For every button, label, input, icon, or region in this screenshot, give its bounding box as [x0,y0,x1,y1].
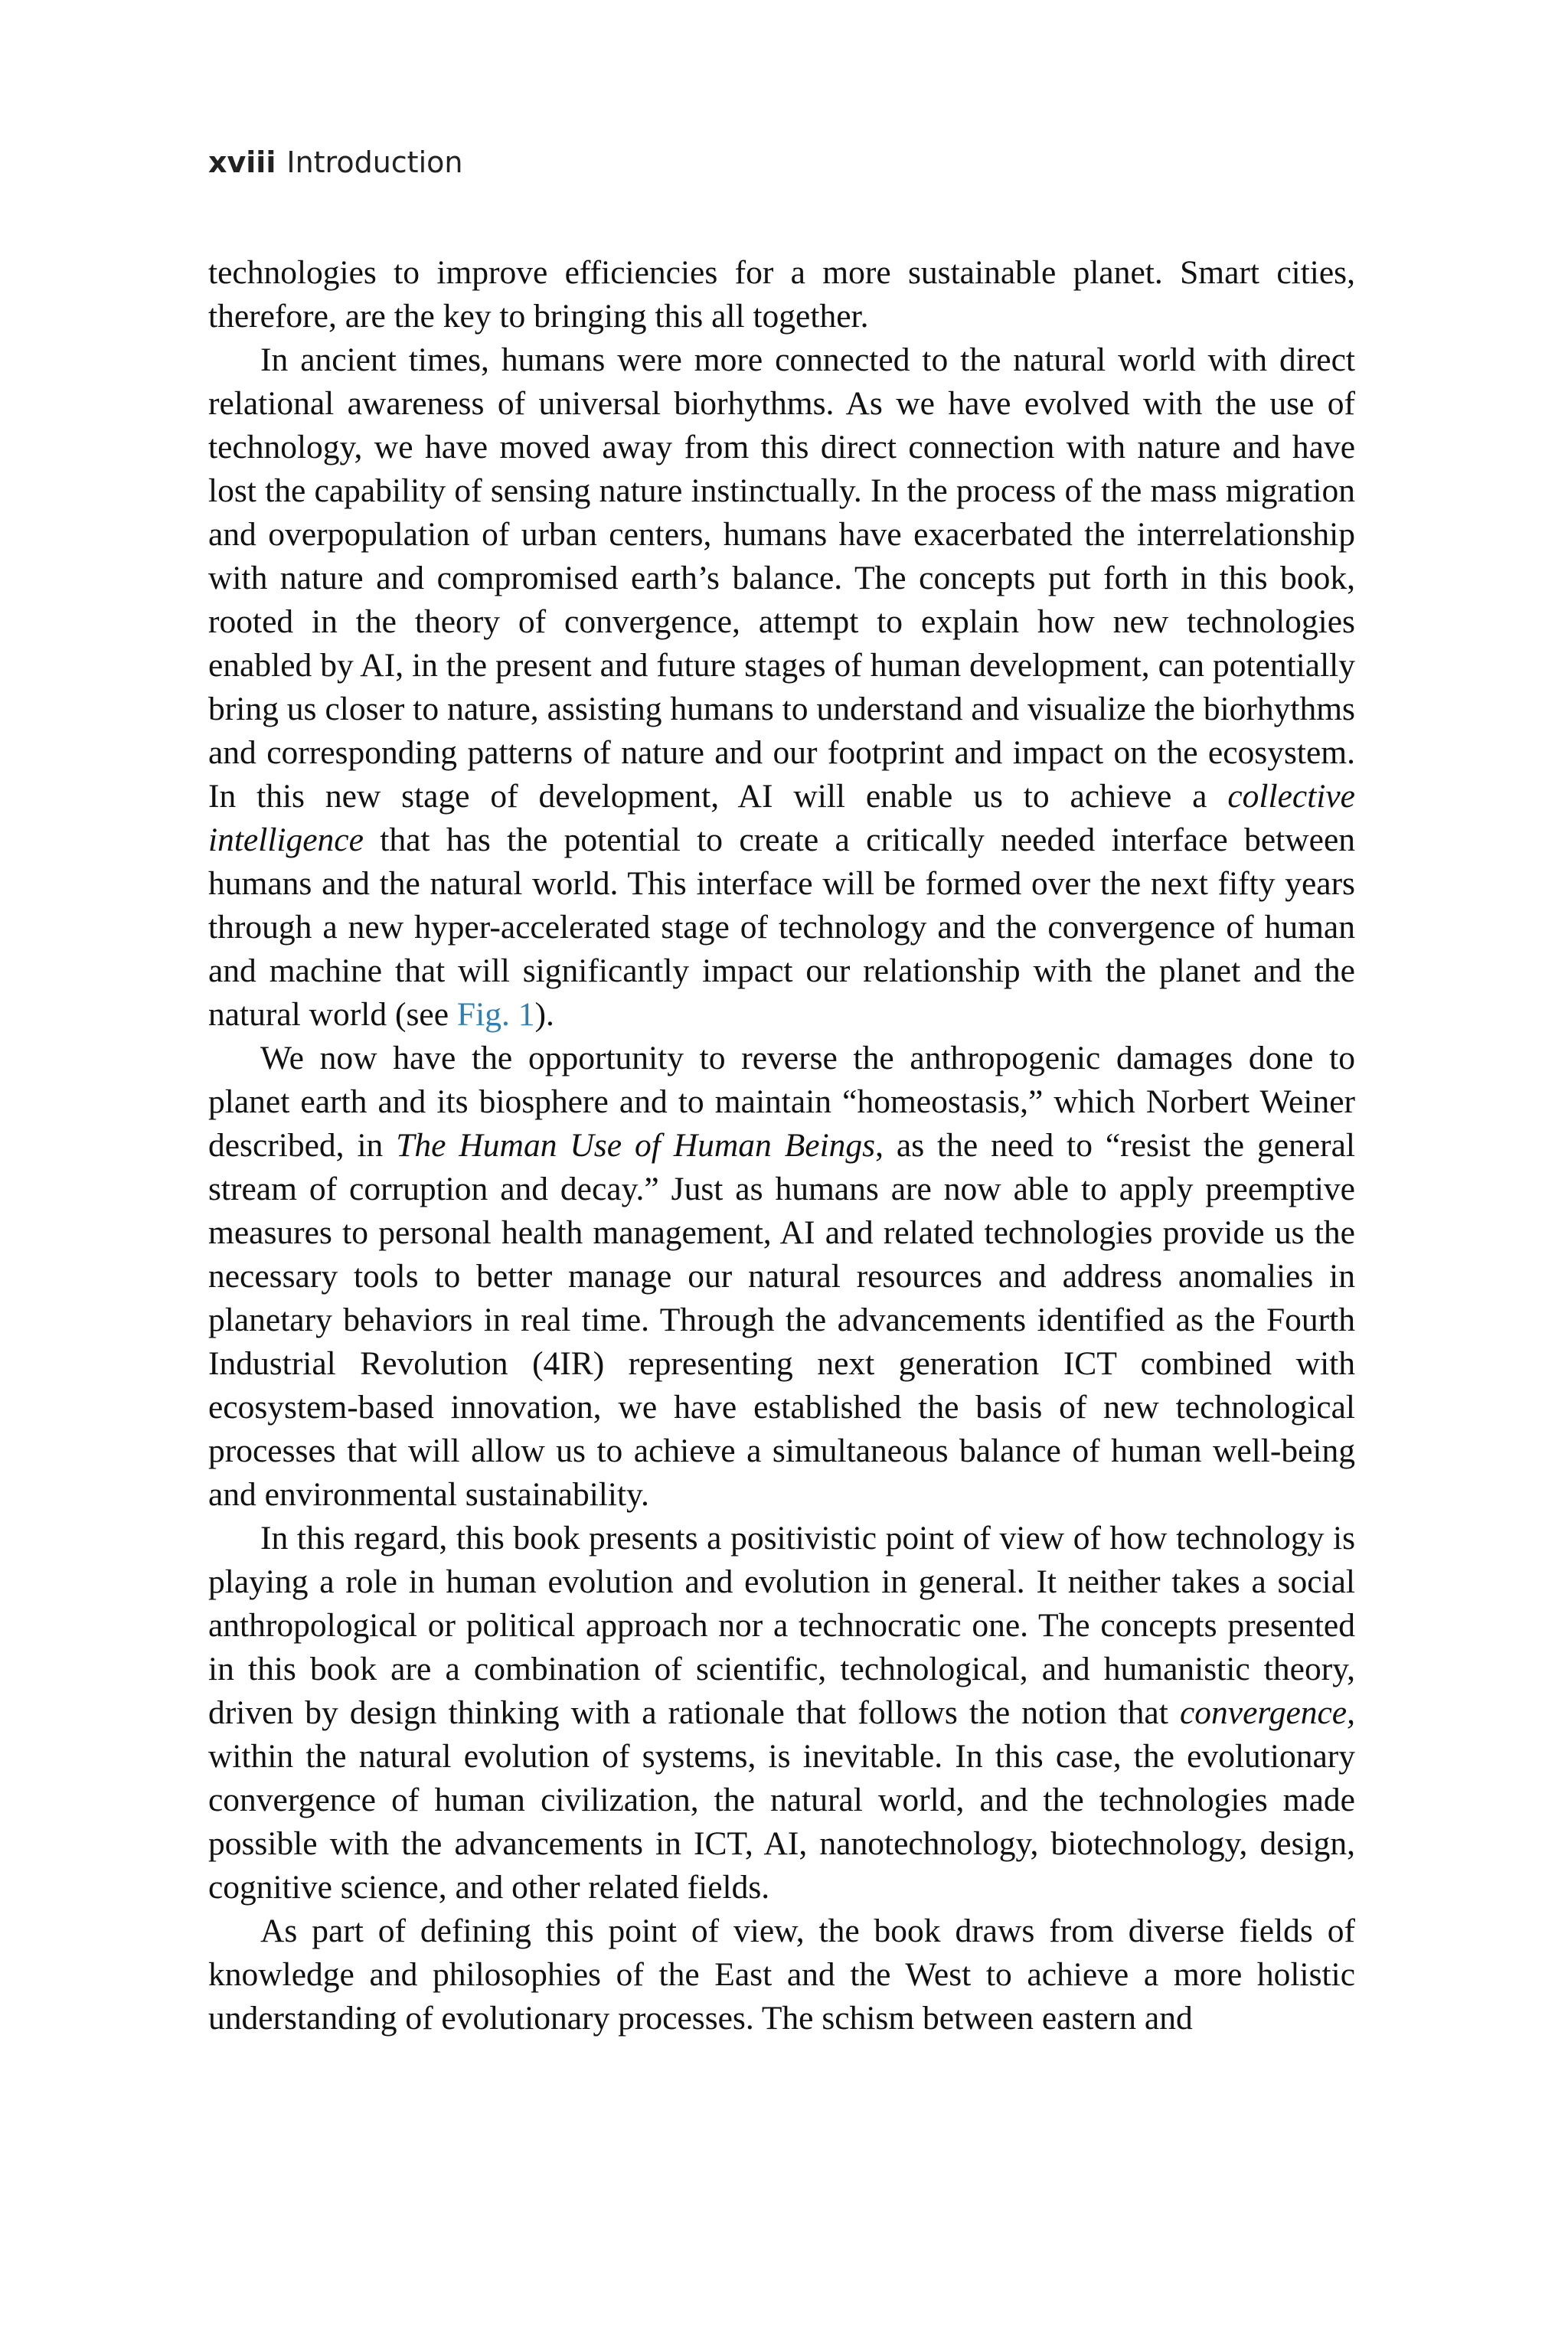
paragraph-4-text-a: In this regard, this book presents a positivistic point of view of how technology is playing a role in human evolution and evolution in general. It neither takes a social anthropological or political approach nor a technocratic one. The concepts presented in this book are a combination of scientific, technological, and humanistic theory, driven by design thinking with a rationale that follows the notion that [208,1520,1355,1731]
paragraph-4-text-b: within the natural evolution of systems, is inevitable. In this case, the evolutionary convergence of human civilization, the natural world, and the technologies made possible with the advancements in ICT, AI, nanotechnology, biotechnology, design, cognitive science, and other related fields. [208,1738,1355,1906]
paragraph-3-text-a: We now have the opportunity to reverse the anthropogenic damages done to planet earth and its biosphere and to maintain “homeostasis,” which Norbert Weiner described, in [208,1040,1355,1164]
paragraph-2 [208,338,1355,1037]
paragraph-4 [208,1517,1355,1909]
body-text [208,251,1355,2040]
page-number: xviii [208,145,276,179]
paragraph-2-text-end: ). [534,996,554,1033]
paragraph-3-text-b: , as the need to “resist the general stream of corruption and decay.” Just as humans are now able to apply preemptive measures to personal health management, AI and related technologies provide us the necessary tools to better manage our natural resources and address anomalies in planetary behaviors in real time. Through the advancements identified as the Fourth Industrial Revolution (4IR) representing next generation ICT combined with ecosystem-based innovation, we have established the basis of new technological processes that will allow us to achieve a simultaneous balance of human well-being and environmental sustainability. [208,1127,1355,1513]
paragraph-3 [208,1037,1355,1517]
section-title: Introduction [286,145,463,179]
paragraph-2-italic: collective intelligence [208,778,1355,858]
figure-1-link[interactable]: Fig. 1 [456,996,535,1033]
running-head [208,145,462,179]
paragraph-5: As part of defining this point of view, the book draws from diverse fields of knowledge and philosophies of the East and the West to achieve a more holistic understanding of evolutionary processes. The schism between eastern and [208,1913,1355,2037]
paragraph-1: technologies to improve efficiencies for a more sustainable planet. Smart cities, therefore, are the key to bringing this all together. [208,254,1355,335]
paragraph-3-book-title: The Human Use of Human Beings [396,1127,876,1164]
paragraph-4-italic: convergence, [1179,1694,1355,1731]
paragraph-2-text-a: In ancient times, humans were more connected to the natural world with direct relational awareness of universal biorhythms. As we have evolved with the use of technology, we have moved away from this direct connection with nature and have lost the capability of sensing nature instinctually. In the process of the mass migration and overpopulation of urban centers, humans have exacerbated the interrelationship with nature and compromised earth’s balance. The concepts put forth in this book, rooted in the theory of convergence, attempt to explain how new technologies enabled by AI, in the present and future stages of human development, can potentially bring us closer to nature, assisting humans to understand and visualize the biorhythms and corresponding patterns of nature and our footprint and impact on the ecosystem. In this new stage of development, AI will enable us to achieve a [208,341,1355,815]
paragraph-2-text-b: that has the potential to create a critically needed interface between humans and the natural world. This interface will be formed over the next fifty years through a new hyper-accelerated stage of technology and the convergence of human and machine that will significantly impact our relationship with the planet and the natural world (see [208,822,1355,1033]
